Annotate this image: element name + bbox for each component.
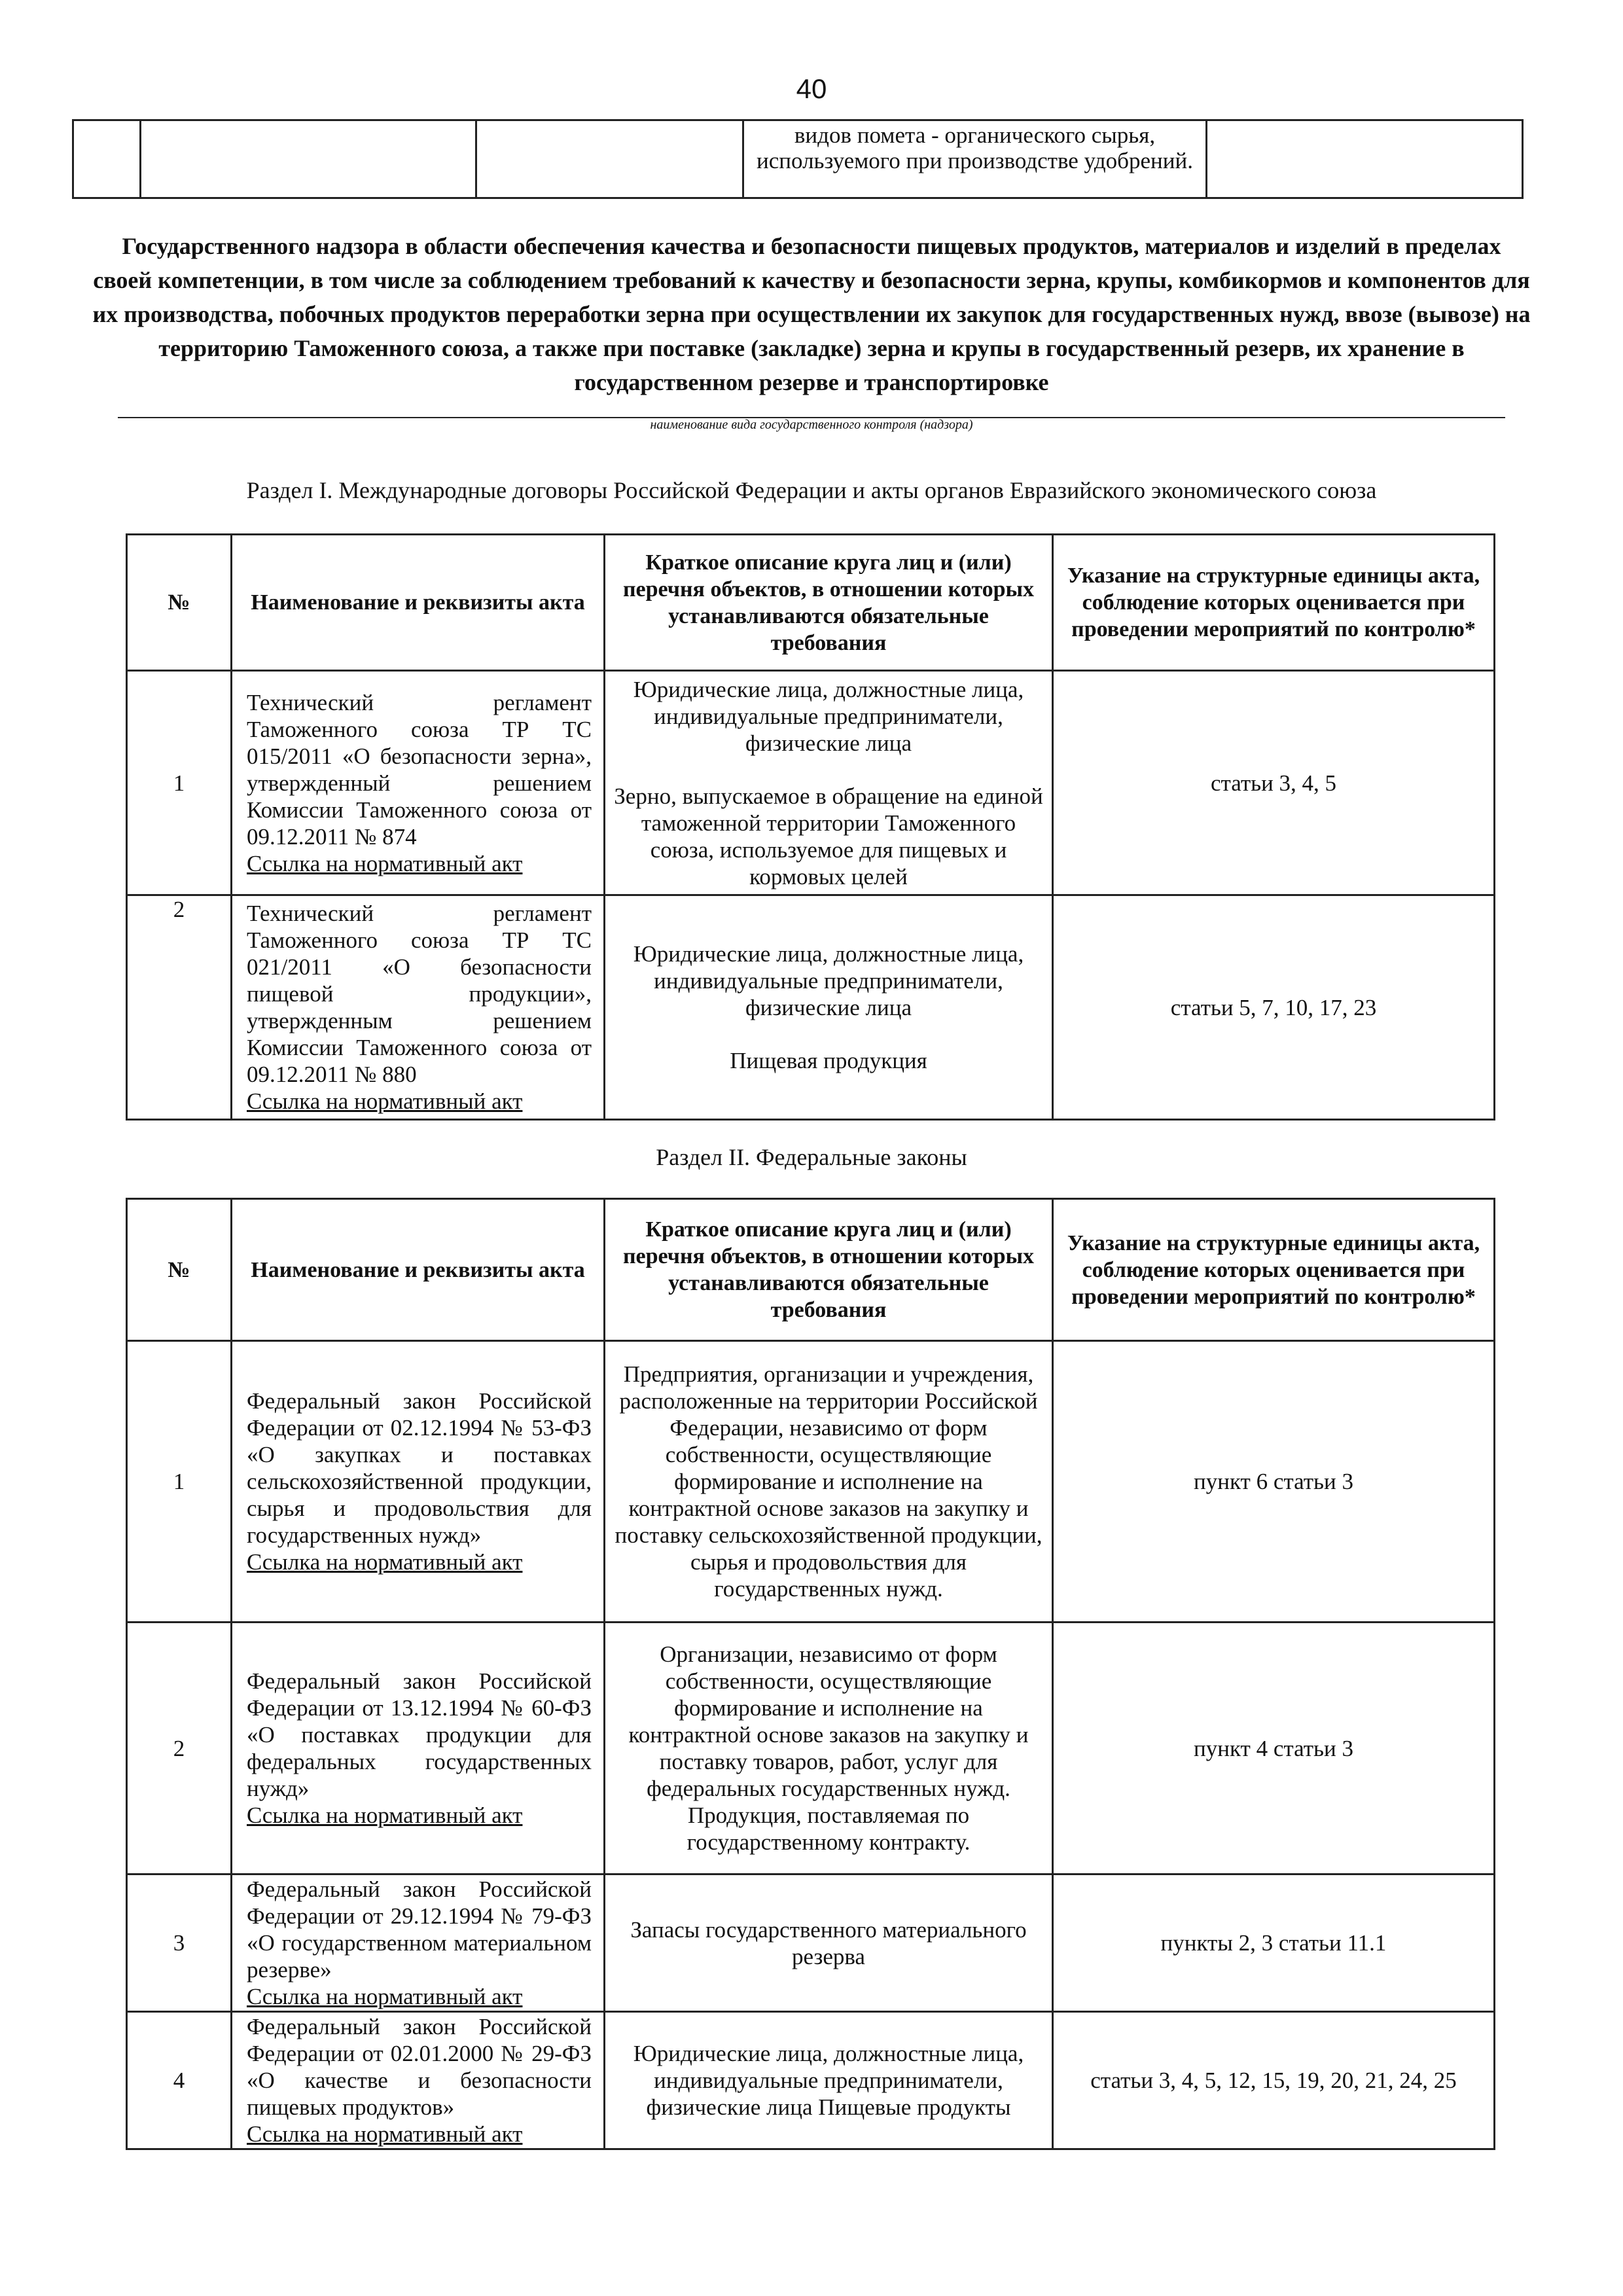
act-cell xyxy=(232,1874,605,2012)
articles-cell: пункт 4 статьи 3 xyxy=(1053,1623,1495,1874)
act-name: Федеральный закон Российской Федерации от 29.12.1994 № 79-ФЗ «О государственном материальном резерве» xyxy=(247,1876,592,1982)
subjects-persons: Юридические лица, должностные лица, индивидуальные предприниматели, физические лица xyxy=(633,941,1024,1020)
subjects-objects: Зерно, выпускаемое в обращение на единой таможенной территории Таможенного союза, используемое для пищевых и кормовых целей xyxy=(614,783,1043,889)
act-cell xyxy=(232,671,605,895)
normative-act-link[interactable]: Ссылка на нормативный акт xyxy=(247,2121,523,2147)
act-cell xyxy=(232,2012,605,2149)
federal-laws-table xyxy=(126,1198,1495,2150)
act-name: Технический регламент Таможенного союза ТР ТС 021/2011 «О безопасности пищевой продукции», утвержденным решением Комиссии Таможенного союза от 09.12.2011 № 880 xyxy=(247,901,592,1087)
row-num: 2 xyxy=(127,895,232,1120)
act-name: Технический регламент Таможенного союза ТР ТС 015/2011 «О безопасности зерна», утвержденный решением Комиссии Таможенного союза от 09.12.2011 № 874 xyxy=(247,689,592,850)
table-row xyxy=(127,895,1495,1120)
table-row xyxy=(127,1874,1495,2012)
row-num: 2 xyxy=(127,1623,232,1874)
subjects-persons: Юридические лица, должностные лица, индивидуальные предприниматели, физические лица xyxy=(633,676,1024,756)
articles-cell: пункт 6 статьи 3 xyxy=(1053,1341,1495,1623)
section1-title: Раздел I. Международные договоры Российской Федерации и акты органов Евразийского экономического союза xyxy=(246,477,1377,503)
subjects-cell: Запасы государственного материального резерва xyxy=(605,1874,1053,2012)
subjects-cell xyxy=(605,671,1053,895)
header-num: № xyxy=(127,1199,232,1341)
continued-text: видов помета - органического сырья, используемого при производстве удобрений. xyxy=(743,120,1207,198)
table-cell xyxy=(1207,120,1523,198)
section2-title: Раздел II. Федеральные законы xyxy=(656,1144,967,1170)
table-row xyxy=(73,120,1523,198)
table-header-row xyxy=(127,1199,1495,1341)
normative-act-link[interactable]: Ссылка на нормативный акт xyxy=(247,1984,523,2009)
table-cell xyxy=(73,120,141,198)
table-row xyxy=(127,671,1495,895)
subjects-cell: Юридические лица, должностные лица, индивидуальные предприниматели, физические лица Пищевые продукты xyxy=(605,2012,1053,2149)
header-act: Наименование и реквизиты акта xyxy=(232,535,605,671)
act-cell xyxy=(232,1341,605,1623)
header-articles: Указание на структурные единицы акта, соблюдение которых оценивается при проведении мероприятий по контролю* xyxy=(1053,535,1495,671)
page-number: 40 xyxy=(796,73,827,104)
row-num: 4 xyxy=(127,2012,232,2149)
normative-act-link[interactable]: Ссылка на нормативный акт xyxy=(247,1803,523,1828)
act-name: Федеральный закон Российской Федерации от 02.01.2000 № 29-ФЗ «О качестве и безопасности пищевых продуктов» xyxy=(247,2014,592,2120)
normative-act-link[interactable]: Ссылка на нормативный акт xyxy=(247,850,523,876)
international-acts-table xyxy=(126,533,1495,1121)
header-num: № xyxy=(127,535,232,671)
articles-cell: статьи 5, 7, 10, 17, 23 xyxy=(1053,895,1495,1120)
header-subjects: Краткое описание круга лиц и (или) перечня объектов, в отношении которых устанавливаются обязательные требования xyxy=(605,535,1053,671)
subjects-cell: Организации, независимо от форм собственности, осуществляющие формирование и исполнение на контрактной основе заказов на закупку и поставку товаров, работ, услуг для федеральных государственных нужд. Продукция, поставляемая по государственному контракту. xyxy=(605,1623,1053,1874)
articles-cell: пункты 2, 3 статьи 11.1 xyxy=(1053,1874,1495,2012)
articles-cell: статьи 3, 4, 5 xyxy=(1053,671,1495,895)
act-name: Федеральный закон Российской Федерации от 13.12.1994 № 60-ФЗ «О поставках продукции для федеральных государственных нужд» xyxy=(247,1668,592,1801)
act-cell xyxy=(232,895,605,1120)
header-act: Наименование и реквизиты акта xyxy=(232,1199,605,1341)
normative-act-link[interactable]: Ссылка на нормативный акт xyxy=(247,1549,523,1575)
normative-act-link[interactable]: Ссылка на нормативный акт xyxy=(247,1088,523,1114)
table-row xyxy=(127,2012,1495,2149)
table-cell xyxy=(141,120,476,198)
continued-table xyxy=(72,119,1524,199)
header-articles: Указание на структурные единицы акта, соблюдение которых оценивается при проведении мероприятий по контролю* xyxy=(1053,1199,1495,1341)
row-num: 3 xyxy=(127,1874,232,2012)
act-name: Федеральный закон Российской Федерации от 02.12.1994 № 53-ФЗ «О закупках и поставках сельскохозяйственной продукции, сырья и продовольствия для государственных нужд» xyxy=(247,1388,592,1548)
articles-cell: статьи 3, 4, 5, 12, 15, 19, 20, 21, 24, 25 xyxy=(1053,2012,1495,2149)
subjects-cell: Предприятия, организации и учреждения, расположенные на территории Российской Федерации, независимо от форм собственности, осуществляющие формирование и исполнение на контрактной основе заказов на закупку и поставку сельскохозяйственной продукции, сырья и продовольствия для государственных нужд. xyxy=(605,1341,1053,1623)
subjects-objects: Пищевая продукция xyxy=(730,1048,927,1073)
act-cell xyxy=(232,1623,605,1874)
table-row xyxy=(127,1623,1495,1874)
heading-caption: наименование вида государственного контроля (надзора) xyxy=(650,418,973,432)
table-cell xyxy=(476,120,743,198)
row-num: 1 xyxy=(127,671,232,895)
subjects-cell xyxy=(605,895,1053,1120)
row-num: 1 xyxy=(127,1341,232,1623)
control-type-heading: Государственного надзора в области обеспечения качества и безопасности пищевых продуктов, материалов и изделий в пределах своей компетенции, в том числе за соблюдением требований к качеству и безопасности зерна, крупы, комбикормов и компонентов для их производства, побочных продуктов переработки зерна при осуществлении их закупок для государственных нужд, ввозе (вывозе) на территорию Таможенного союза, а также при поставке (закладке) зерна и крупы в государственный резерв, их хранение в государственном резерве и транспортировке xyxy=(92,233,1531,395)
table-header-row xyxy=(127,535,1495,671)
table-row xyxy=(127,1341,1495,1623)
header-subjects: Краткое описание круга лиц и (или) перечня объектов, в отношении которых устанавливаются обязательные требования xyxy=(605,1199,1053,1341)
